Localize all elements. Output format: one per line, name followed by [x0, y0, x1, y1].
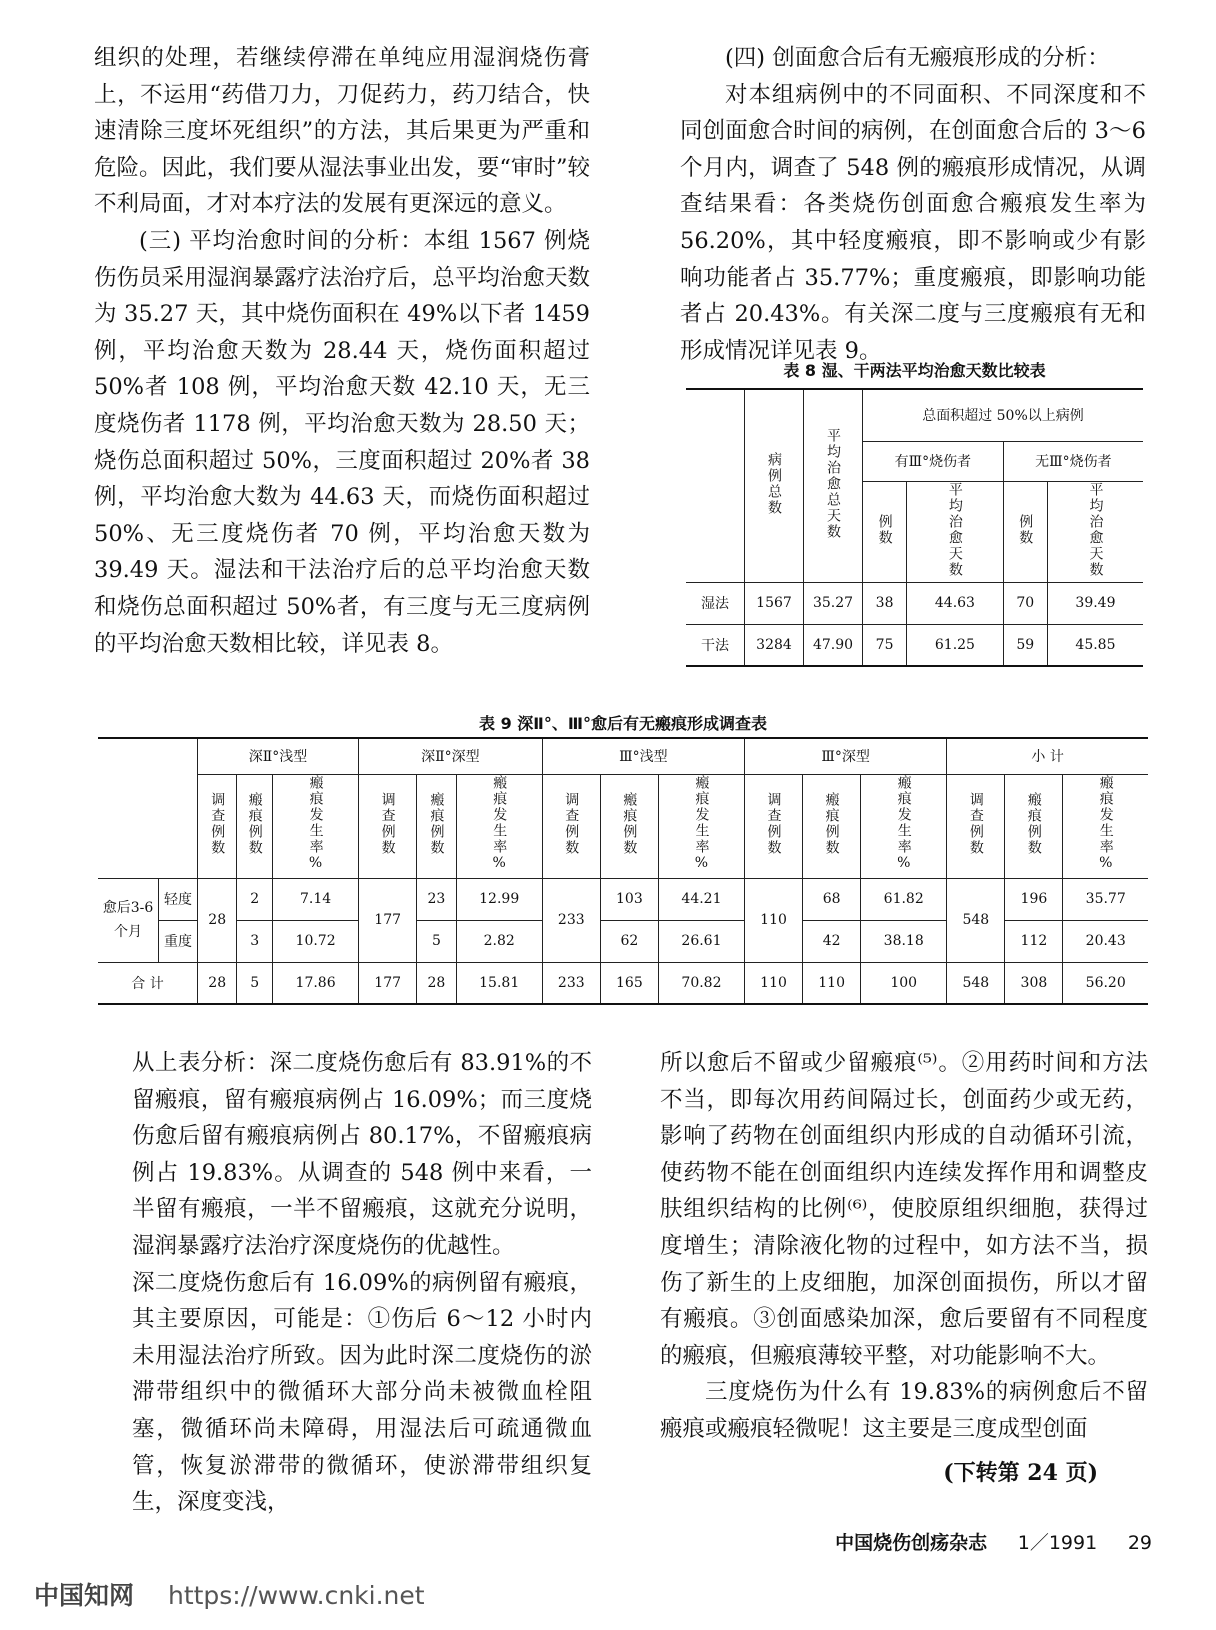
table-row [686, 624, 1143, 666]
journal-name: 中国烧伤创疡杂志 [835, 1532, 988, 1554]
page-footer [835, 1528, 1152, 1555]
table9-sub-header: 瘢痕发生率% [491, 775, 508, 873]
watermark-url: https://www.cnki.net [167, 1581, 425, 1610]
paragraph: 组织的处理，若继续停滞在单纯应用湿润烧伤膏上，不运用“药借刀力，刀促药力，药刀结合，快速清除三度坏死组织”的方法，其后果更为严重和危险。因此，我们要从湿法事业出发，要“审时”较不利局面，才对本疗法的发展有更深远的意义。 [94, 45, 590, 218]
table9-caption: 表 9 深Ⅱ°、Ⅲ°愈后有无瘢痕形成调查表 [479, 714, 767, 733]
table8-header-no3: 无Ⅲ°烧伤者 [1003, 441, 1143, 481]
table9-cell: 308 [1005, 962, 1063, 1004]
table-row [98, 878, 1148, 920]
table8-corner [686, 389, 745, 582]
table-row [686, 582, 1143, 624]
table8-header-n: 例数 [1017, 513, 1034, 546]
table9-sub-header: 调查例数 [209, 792, 226, 856]
table9-group-header: 小 计 [947, 738, 1148, 774]
issue-number: 1／1991 [1017, 1532, 1098, 1554]
table8-header-d: 平均治愈天数 [946, 481, 963, 578]
paragraph: 深二度烧伤愈后有 16.09%的病例留有瘢痕，其主要原因，可能是：①伤后 6～12 小时内未用湿法治疗所致。因为此时深二度烧伤的淤滞带组织中的微循环大部分尚未被微血栓阻塞，微循环尚未障碍，用湿法后可疏通微血管，恢复淤滞带的微循环，使淤滞带组织复生，深度变浅， [132, 1269, 592, 1516]
table8-header-group: 总面积超过 50%以上病例 [863, 389, 1144, 441]
table9-group-header: Ⅲ°浅型 [542, 738, 744, 774]
table9-cell: 196 [1005, 878, 1063, 920]
table9-cell: 103 [600, 878, 658, 920]
table9-sub-header: 瘢痕发生率% [307, 775, 324, 873]
table9-sub-header: 调查例数 [563, 792, 580, 856]
table9-cell: 68 [803, 878, 861, 920]
table9-sub-header: 调查例数 [765, 792, 782, 856]
table8-cell: 70 [1003, 582, 1047, 624]
table9-sub-header: 瘢痕例数 [428, 792, 445, 856]
table9-sub-header: 瘢痕例数 [1025, 792, 1042, 856]
table9-cell: 5 [237, 962, 273, 1004]
paragraph: 对本组病例中的不同面积、不同深度和不同创面愈合时间的病例，在创面愈合后的 3～6 个月内，调查了 548 例的瘢痕形成情况，从调查结果看：各类烧伤创面愈合瘢痕发生率为 56.20%，其中轻度瘢痕，即不影响或少有影响功能者占 35.77%；重度瘢痕，即影响功能者占 20.43%。有关深二度与三度瘢痕有无和形成情况详见表 9。 [680, 81, 1146, 364]
table9-cell: 112 [1005, 920, 1063, 962]
table9-sub-header: 瘢痕发生率% [1097, 775, 1114, 873]
table8 [686, 388, 1143, 667]
table8-cell: 35.27 [804, 582, 863, 624]
table9-cell: 233 [542, 878, 600, 962]
table9-cell: 7.14 [273, 878, 359, 920]
table8-row-label: 湿法 [686, 582, 745, 624]
table9-cell: 165 [600, 962, 658, 1004]
table8-cell: 45.85 [1047, 624, 1143, 666]
table9-cell: 3 [237, 920, 273, 962]
table9-cell: 110 [745, 878, 803, 962]
left-column-top [94, 40, 590, 662]
paragraph: 所以愈后不留或少留瘢痕⁽⁵⁾。②用药时间和方法不当，即每次用药间隔过长，创面药少或无药，影响了药物在创面组织内形成的自动循环引流，使药物不能在创面组织内连续发挥作用和调整皮肤组织结构的比例⁽⁶⁾，使胶原组织细胞，获得过度增生；清除液化物的过程中，如方法不当，损伤了新生的上皮细胞，加深创面损伤，所以才留有瘢痕。③创面感染加深，愈后要留有不同程度的瘢痕，但瘢痕薄较平整，对功能影响不大。 [660, 1050, 1148, 1369]
watermark [34, 1576, 425, 1612]
page-number: 29 [1127, 1532, 1152, 1554]
table9-cell: 177 [359, 878, 417, 962]
table8-header-with3: 有Ⅲ°烧伤者 [863, 441, 1004, 481]
table9-sub-header: 瘢痕例数 [246, 792, 263, 856]
table9-cell: 38.18 [861, 920, 947, 962]
table9-cell: 70.82 [658, 962, 744, 1004]
table9-sub-header: 瘢痕发生率% [895, 775, 912, 873]
table8-cell: 39.49 [1047, 582, 1143, 624]
table9-severe-label: 重度 [159, 920, 198, 962]
paragraph: 三度烧伤为什么有 19.83%的病例愈后不留瘢痕或瘢痕轻微呢！这主要是三度成型创面 [660, 1379, 1148, 1442]
section-heading: (四) 创面愈合后有无瘢痕形成的分析： [725, 45, 1110, 71]
table9-sub-header: 瘢痕发生率% [693, 775, 710, 873]
table9-cell: 62 [600, 920, 658, 962]
cnki-logo: 中国知网 [34, 1581, 135, 1610]
table8-header-d: 平均治愈天数 [1087, 481, 1104, 578]
table8-row-label: 干法 [686, 624, 745, 666]
paragraph: 从上表分析：深二度烧伤愈后有 83.91%的不留瘢痕，留有瘢痕病例占 16.09%；而三度烧伤愈后留有瘢痕病例占 80.17%，不留瘢痕病例占 19.83%。从调查的 548 例中来看，一半留有瘢痕，一半不留瘢痕，这就充分说明，湿润暴露疗法治疗深度烧伤的优越性。 [132, 1050, 592, 1259]
table9-sub-header: 瘢痕例数 [621, 792, 638, 856]
table9-cell: 23 [417, 878, 456, 920]
table9-cell: 10.72 [273, 920, 359, 962]
table9-group-header: Ⅲ°深型 [745, 738, 947, 774]
table9-cell: 177 [359, 962, 417, 1004]
table8-header-cases: 病例总数 [766, 451, 782, 516]
table9-cell: 56.20 [1063, 962, 1148, 1004]
paragraph: (三) 平均治愈时间的分析：本组 1567 例烧伤伤员采用湿润暴露疗法治疗后，总平均治愈天数为 35.27 天，其中烧伤面积在 49%以下者 1459 例，平均治愈天数为 28.44 天，烧伤面积超过 50%者 108 例，平均治愈天数 42.10 天，无三度烧伤者 1178 例，平均治愈天数为 28.50 天；烧伤总面积超过 50%，三度面积超过 20%者 38 例，平均治愈大数为 44.63 天，而烧伤面积超过 50%、无三度烧伤者 70 例，平均治愈天数为 39.49 天。湿法和干法治疗后的总平均治愈天数和烧伤总面积超过 50%者，有三度与无三度病例的平均治愈天数相比较，详见表 8。 [94, 227, 590, 657]
table9-corner [98, 738, 198, 878]
table9-cell: 110 [745, 962, 803, 1004]
table9-cell: 100 [861, 962, 947, 1004]
table8-cell: 61.25 [907, 624, 1004, 666]
table9-cell: 17.86 [273, 962, 359, 1004]
table8-cell: 44.63 [907, 582, 1004, 624]
table9-cell: 61.82 [861, 878, 947, 920]
table9-cell: 548 [947, 962, 1005, 1004]
table8-cell: 47.90 [804, 624, 863, 666]
continued-note: (下转第 24 页) [943, 1460, 1098, 1486]
table9-cell: 12.99 [456, 878, 542, 920]
table9-cell: 2.82 [456, 920, 542, 962]
table9-sub-header: 瘢痕例数 [823, 792, 840, 856]
table9-cell: 35.77 [1063, 878, 1148, 920]
table8-caption: 表 8 湿、干两法平均治愈天数比较表 [783, 361, 1046, 380]
table9-cell: 15.81 [456, 962, 542, 1004]
table9-cell: 20.43 [1063, 920, 1148, 962]
right-column-bottom [660, 1045, 1148, 1448]
left-column-bottom [132, 1045, 592, 1521]
table8-cell: 38 [863, 582, 907, 624]
table8-cell: 3284 [745, 624, 804, 666]
table9-sub-header: 调查例数 [967, 792, 984, 856]
table8-cell: 75 [863, 624, 907, 666]
table9-cell: 2 [237, 878, 273, 920]
table8-cell: 59 [1003, 624, 1047, 666]
table9-cell: 42 [803, 920, 861, 962]
table9-mild-label: 轻度 [159, 878, 198, 920]
table9-cell: 44.21 [658, 878, 744, 920]
table9-cell: 28 [198, 878, 237, 962]
table9-group-header: 深Ⅱ°浅型 [198, 738, 359, 774]
table8-cell: 1567 [745, 582, 804, 624]
table9-cell: 28 [417, 962, 456, 1004]
table9-period-label: 愈后3-6个月 [98, 878, 159, 962]
table-row [98, 962, 1148, 1004]
table8-header-avg: 平均治愈总天数 [825, 427, 841, 540]
table9-cell: 26.61 [658, 920, 744, 962]
right-column-top [680, 40, 1146, 369]
table9-cell: 110 [803, 962, 861, 1004]
table8-header-n: 例数 [876, 513, 893, 546]
table9-total-label: 合 计 [98, 962, 198, 1004]
table9-cell: 5 [417, 920, 456, 962]
table9-cell: 548 [947, 878, 1005, 962]
table9-group-header: 深Ⅱ°深型 [359, 738, 543, 774]
table9-cell: 233 [542, 962, 600, 1004]
table9 [98, 737, 1148, 1005]
table9-cell: 28 [198, 962, 237, 1004]
table9-sub-header: 调查例数 [379, 792, 396, 856]
